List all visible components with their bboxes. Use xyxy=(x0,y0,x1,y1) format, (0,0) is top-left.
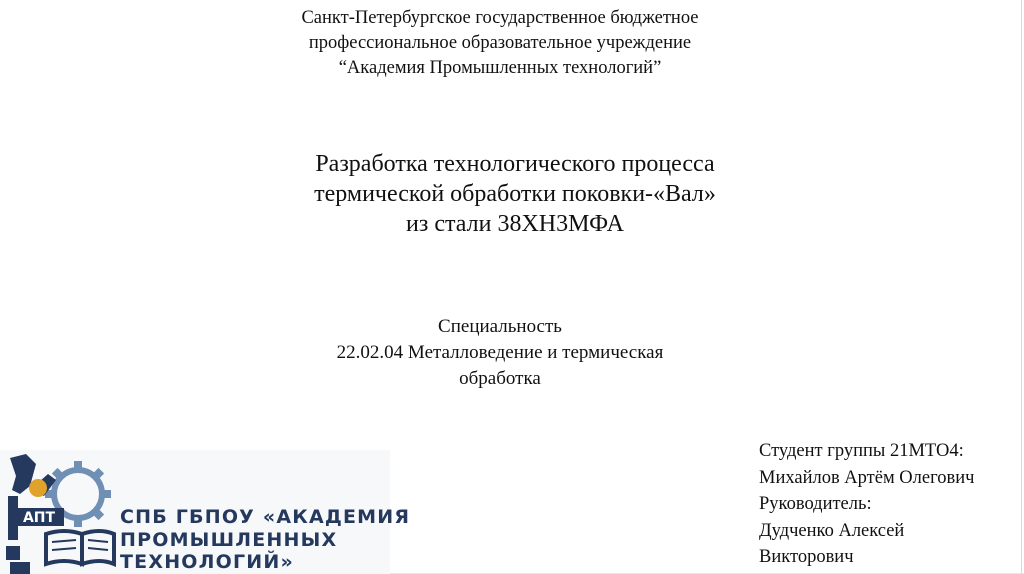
institution-line-3: “Академия Промышленных технологий” xyxy=(338,58,662,78)
logo-line-3: ТЕХНОЛОГИЙ» xyxy=(120,551,294,573)
institution-header xyxy=(180,6,820,81)
logo-line-2: ПРОМЫШЛЕННЫХ xyxy=(120,528,338,551)
institution-line-2: профессиональное образовательное учреждение xyxy=(308,33,692,53)
institution-line-1: Санкт-Петербургское государственное бюджетное xyxy=(301,8,699,28)
specialty-line-1: 22.02.04 Металловедение и термическая xyxy=(336,342,664,363)
flame-icon xyxy=(29,479,47,497)
supervisor-name-1: Дудченко Алексей xyxy=(759,520,905,541)
specialty-line-2: обработка xyxy=(459,368,541,389)
supervisor-label: Руководитель: xyxy=(759,494,872,514)
title-line-3: из стали 38ХН3МФА xyxy=(406,211,624,237)
title-line-2: термической обработки поковки-«Вал» xyxy=(314,181,716,207)
authors-block xyxy=(759,438,1021,571)
logo-abbr: АПТ xyxy=(22,510,56,526)
slide-border-right xyxy=(1021,0,1022,574)
logo-line-1: СПБ ГБПОУ «АКАДЕМИЯ xyxy=(120,506,411,528)
specialty-block xyxy=(210,314,790,392)
title-line-1: Разработка технологического процесса xyxy=(315,151,715,177)
student-label: Студент группы 21МТО4: xyxy=(759,441,964,461)
logo-text xyxy=(120,506,410,574)
specialty-label: Специальность xyxy=(438,316,562,337)
student-name: Михайлов Артём Олегович xyxy=(759,467,975,488)
supervisor-name-2: Викторович xyxy=(759,547,854,567)
slide-title xyxy=(190,149,840,239)
